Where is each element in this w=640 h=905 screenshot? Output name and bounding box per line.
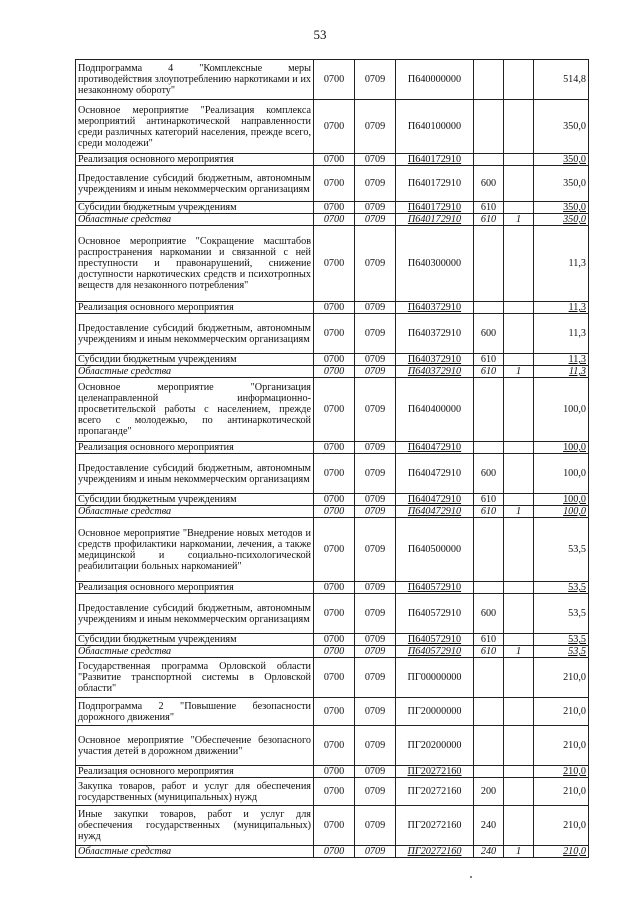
subsection-code: 0709 (355, 202, 396, 214)
expense-type-code: 610 (474, 202, 504, 214)
amount-cell: 100,0 (534, 378, 589, 442)
row-name: Областные средства (76, 646, 314, 658)
expense-type-code (474, 100, 504, 154)
table-row (76, 506, 589, 518)
row-name: Областные средства (76, 846, 314, 858)
expense-type-code: 600 (474, 454, 504, 494)
section-code: 0700 (314, 582, 355, 594)
amount-cell: 514,8 (534, 60, 589, 100)
amount-cell: 210,0 (534, 658, 589, 698)
expense-type-code (474, 518, 504, 582)
table-row (76, 154, 589, 166)
section-code: 0700 (314, 766, 355, 778)
table-row (76, 442, 589, 454)
funding-source-code: 1 (504, 646, 534, 658)
subsection-code: 0709 (355, 100, 396, 154)
target-article-code: П640172910 (396, 214, 474, 226)
funding-source-code: 1 (504, 506, 534, 518)
section-code: 0700 (314, 354, 355, 366)
funding-source-code (504, 778, 534, 806)
expense-type-code: 200 (474, 778, 504, 806)
row-name: Основное мероприятие "Сокращение масштабов распространения наркомании и связанной с ней преступности и правонарушений, снижение доступности наркотических средств и психотропных веществ для незаконного потребления" (76, 226, 314, 302)
amount-cell: 11,3 (534, 302, 589, 314)
target-article-code: П640172910 (396, 202, 474, 214)
funding-source-code (504, 302, 534, 314)
target-article-code: П640572910 (396, 594, 474, 634)
table-row (76, 366, 589, 378)
funding-source-code (504, 166, 534, 202)
expense-type-code: 610 (474, 494, 504, 506)
row-name: Предоставление субсидий бюджетным, автономным учреждениям и иным некоммерческим организациям (76, 454, 314, 494)
amount-cell: 100,0 (534, 442, 589, 454)
row-name: Реализация основного мероприятия (76, 766, 314, 778)
target-article-code: ПГ20272160 (396, 766, 474, 778)
target-article-code: П640472910 (396, 494, 474, 506)
section-code: 0700 (314, 594, 355, 634)
row-name: Государственная программа Орловской области "Развитие транспортной системы в Орловской области" (76, 658, 314, 698)
funding-source-code (504, 658, 534, 698)
table-row (76, 698, 589, 726)
table-row (76, 100, 589, 154)
subsection-code: 0709 (355, 60, 396, 100)
target-article-code: П640372910 (396, 314, 474, 354)
subsection-code: 0709 (355, 454, 396, 494)
table-row (76, 634, 589, 646)
subsection-code: 0709 (355, 442, 396, 454)
amount-cell: 11,3 (534, 226, 589, 302)
section-code: 0700 (314, 60, 355, 100)
amount-cell: 210,0 (534, 766, 589, 778)
funding-source-code (504, 154, 534, 166)
amount-cell: 11,3 (534, 354, 589, 366)
row-name: Областные средства (76, 214, 314, 226)
expense-type-code: 610 (474, 214, 504, 226)
expense-type-code: 600 (474, 166, 504, 202)
section-code: 0700 (314, 494, 355, 506)
target-article-code: П640372910 (396, 366, 474, 378)
subsection-code: 0709 (355, 658, 396, 698)
funding-source-code (504, 454, 534, 494)
target-article-code: П640172910 (396, 166, 474, 202)
row-name: Закупка товаров, работ и услуг для обеспечения государственных (муниципальных) нужд (76, 778, 314, 806)
section-code: 0700 (314, 454, 355, 494)
subsection-code: 0709 (355, 354, 396, 366)
amount-cell: 350,0 (534, 202, 589, 214)
amount-cell: 350,0 (534, 166, 589, 202)
expense-type-code (474, 726, 504, 766)
expense-type-code (474, 582, 504, 594)
row-name: Подпрограмма 4 "Комплексные меры противодействия злоупотреблению наркотиками и их незаконному обороту" (76, 60, 314, 100)
row-name: Субсидии бюджетным учреждениям (76, 634, 314, 646)
funding-source-code (504, 100, 534, 154)
target-article-code: П640100000 (396, 100, 474, 154)
amount-cell: 11,3 (534, 366, 589, 378)
subsection-code: 0709 (355, 646, 396, 658)
row-name: Предоставление субсидий бюджетным, автономным учреждениям и иным некоммерческим организациям (76, 166, 314, 202)
row-name: Реализация основного мероприятия (76, 582, 314, 594)
amount-cell: 53,5 (534, 518, 589, 582)
target-article-code: П640472910 (396, 442, 474, 454)
subsection-code: 0709 (355, 506, 396, 518)
row-name: Реализация основного мероприятия (76, 302, 314, 314)
subsection-code: 0709 (355, 726, 396, 766)
amount-cell: 350,0 (534, 214, 589, 226)
subsection-code: 0709 (355, 518, 396, 582)
row-name: Субсидии бюджетным учреждениям (76, 494, 314, 506)
row-name: Областные средства (76, 506, 314, 518)
amount-cell: 210,0 (534, 846, 589, 858)
subsection-code: 0709 (355, 806, 396, 846)
funding-source-code (504, 60, 534, 100)
funding-source-code (504, 494, 534, 506)
table-row (76, 494, 589, 506)
subsection-code: 0709 (355, 154, 396, 166)
table-row (76, 378, 589, 442)
section-code: 0700 (314, 518, 355, 582)
amount-cell: 53,5 (534, 582, 589, 594)
section-code: 0700 (314, 378, 355, 442)
section-code: 0700 (314, 442, 355, 454)
expense-type-code (474, 658, 504, 698)
subsection-code: 0709 (355, 226, 396, 302)
subsection-code: 0709 (355, 494, 396, 506)
funding-source-code (504, 378, 534, 442)
subsection-code: 0709 (355, 166, 396, 202)
target-article-code: П640572910 (396, 634, 474, 646)
table-row (76, 766, 589, 778)
subsection-code: 0709 (355, 634, 396, 646)
section-code: 0700 (314, 646, 355, 658)
section-code: 0700 (314, 226, 355, 302)
expense-type-code (474, 302, 504, 314)
subsection-code: 0709 (355, 766, 396, 778)
funding-source-code (504, 442, 534, 454)
page-number: 53 (313, 27, 327, 42)
section-code: 0700 (314, 202, 355, 214)
amount-cell: 350,0 (534, 100, 589, 154)
expense-type-code (474, 154, 504, 166)
amount-cell: 210,0 (534, 806, 589, 846)
expense-type-code: 610 (474, 366, 504, 378)
funding-source-code (504, 202, 534, 214)
funding-source-code (504, 354, 534, 366)
subsection-code: 0709 (355, 302, 396, 314)
target-article-code: П640400000 (396, 378, 474, 442)
target-article-code: ПГ20272160 (396, 806, 474, 846)
table-row (76, 354, 589, 366)
expense-type-code (474, 378, 504, 442)
funding-source-code: 1 (504, 214, 534, 226)
row-name: Предоставление субсидий бюджетным, автономным учреждениям и иным некоммерческим организациям (76, 314, 314, 354)
target-article-code: ПГ00000000 (396, 658, 474, 698)
amount-cell: 53,5 (534, 594, 589, 634)
table-row (76, 806, 589, 846)
subsection-code: 0709 (355, 378, 396, 442)
row-name: Реализация основного мероприятия (76, 154, 314, 166)
subsection-code: 0709 (355, 314, 396, 354)
funding-source-code (504, 226, 534, 302)
table-row (76, 846, 589, 858)
row-name: Субсидии бюджетным учреждениям (76, 202, 314, 214)
funding-source-code (504, 582, 534, 594)
expense-type-code: 240 (474, 846, 504, 858)
section-code: 0700 (314, 698, 355, 726)
expense-type-code (474, 442, 504, 454)
target-article-code: П640372910 (396, 302, 474, 314)
amount-cell: 350,0 (534, 154, 589, 166)
amount-cell: 11,3 (534, 314, 589, 354)
section-code: 0700 (314, 726, 355, 766)
expense-type-code: 600 (474, 594, 504, 634)
table-row (76, 778, 589, 806)
funding-source-code (504, 314, 534, 354)
subsection-code: 0709 (355, 366, 396, 378)
target-article-code: ПГ20000000 (396, 698, 474, 726)
row-name: Основное мероприятие "Организация целенаправленной информационно-просветительской работы с населением, прежде всего с молодежью, по антинаркотической пропаганде" (76, 378, 314, 442)
expense-type-code: 610 (474, 354, 504, 366)
funding-source-code: 1 (504, 366, 534, 378)
table-row (76, 582, 589, 594)
section-code: 0700 (314, 166, 355, 202)
subsection-code: 0709 (355, 582, 396, 594)
amount-cell: 210,0 (534, 698, 589, 726)
expense-type-code (474, 60, 504, 100)
expense-type-code (474, 766, 504, 778)
scan-speck (470, 876, 472, 878)
expense-type-code: 610 (474, 646, 504, 658)
section-code: 0700 (314, 658, 355, 698)
target-article-code: П640300000 (396, 226, 474, 302)
row-name: Основное мероприятие "Реализация комплекса мероприятий антинаркотической направленности среди различных категорий населения, прежде всего, среди молодежи" (76, 100, 314, 154)
target-article-code: П640572910 (396, 582, 474, 594)
funding-source-code (504, 698, 534, 726)
table-row (76, 314, 589, 354)
subsection-code: 0709 (355, 214, 396, 226)
table-row (76, 454, 589, 494)
expense-type-code: 610 (474, 506, 504, 518)
expense-type-code (474, 226, 504, 302)
funding-source-code (504, 766, 534, 778)
target-article-code: ПГ20272160 (396, 778, 474, 806)
expense-type-code: 600 (474, 314, 504, 354)
expense-type-code: 610 (474, 634, 504, 646)
table-row (76, 214, 589, 226)
target-article-code: П640572910 (396, 646, 474, 658)
amount-cell: 100,0 (534, 494, 589, 506)
section-code: 0700 (314, 366, 355, 378)
expense-type-code: 240 (474, 806, 504, 846)
funding-source-code (504, 726, 534, 766)
target-article-code: ПГ20200000 (396, 726, 474, 766)
section-code: 0700 (314, 154, 355, 166)
funding-source-code (504, 806, 534, 846)
expense-type-code (474, 698, 504, 726)
section-code: 0700 (314, 314, 355, 354)
table-row (76, 226, 589, 302)
row-name: Субсидии бюджетным учреждениям (76, 354, 314, 366)
row-name: Основное мероприятие "Внедрение новых методов и средств профилактики наркомании, лечения, а также медицинской и социально-психологической реабилитации больных наркоманией" (76, 518, 314, 582)
amount-cell: 100,0 (534, 506, 589, 518)
section-code: 0700 (314, 778, 355, 806)
row-name: Предоставление субсидий бюджетным, автономным учреждениям и иным некоммерческим организациям (76, 594, 314, 634)
target-article-code: П640372910 (396, 354, 474, 366)
table-row (76, 594, 589, 634)
target-article-code: П640472910 (396, 454, 474, 494)
row-name: Основное мероприятие "Обеспечение безопасного участия детей в дорожном движении" (76, 726, 314, 766)
funding-source-code: 1 (504, 846, 534, 858)
target-article-code: П640000000 (396, 60, 474, 100)
table-row (76, 302, 589, 314)
amount-cell: 210,0 (534, 778, 589, 806)
section-code: 0700 (314, 506, 355, 518)
funding-source-code (504, 594, 534, 634)
amount-cell: 100,0 (534, 454, 589, 494)
funding-source-code (504, 634, 534, 646)
target-article-code: П640472910 (396, 506, 474, 518)
table-row (76, 646, 589, 658)
row-name: Подпрограмма 2 "Повышение безопасности дорожного движения" (76, 698, 314, 726)
subsection-code: 0709 (355, 698, 396, 726)
subsection-code: 0709 (355, 778, 396, 806)
table-row (76, 166, 589, 202)
section-code: 0700 (314, 634, 355, 646)
table-row (76, 518, 589, 582)
section-code: 0700 (314, 100, 355, 154)
table-row (76, 60, 589, 100)
section-code: 0700 (314, 846, 355, 858)
subsection-code: 0709 (355, 594, 396, 634)
amount-cell: 53,5 (534, 646, 589, 658)
table-row (76, 726, 589, 766)
row-name: Иные закупки товаров, работ и услуг для обеспечения государственных (муниципальных) нужд (76, 806, 314, 846)
budget-table (75, 59, 589, 858)
table-row (76, 658, 589, 698)
target-article-code: П640500000 (396, 518, 474, 582)
funding-source-code (504, 518, 534, 582)
section-code: 0700 (314, 302, 355, 314)
section-code: 0700 (314, 806, 355, 846)
amount-cell: 53,5 (534, 634, 589, 646)
target-article-code: ПГ20272160 (396, 846, 474, 858)
row-name: Областные средства (76, 366, 314, 378)
section-code: 0700 (314, 214, 355, 226)
row-name: Реализация основного мероприятия (76, 442, 314, 454)
amount-cell: 210,0 (534, 726, 589, 766)
target-article-code: П640172910 (396, 154, 474, 166)
subsection-code: 0709 (355, 846, 396, 858)
table-row (76, 202, 589, 214)
